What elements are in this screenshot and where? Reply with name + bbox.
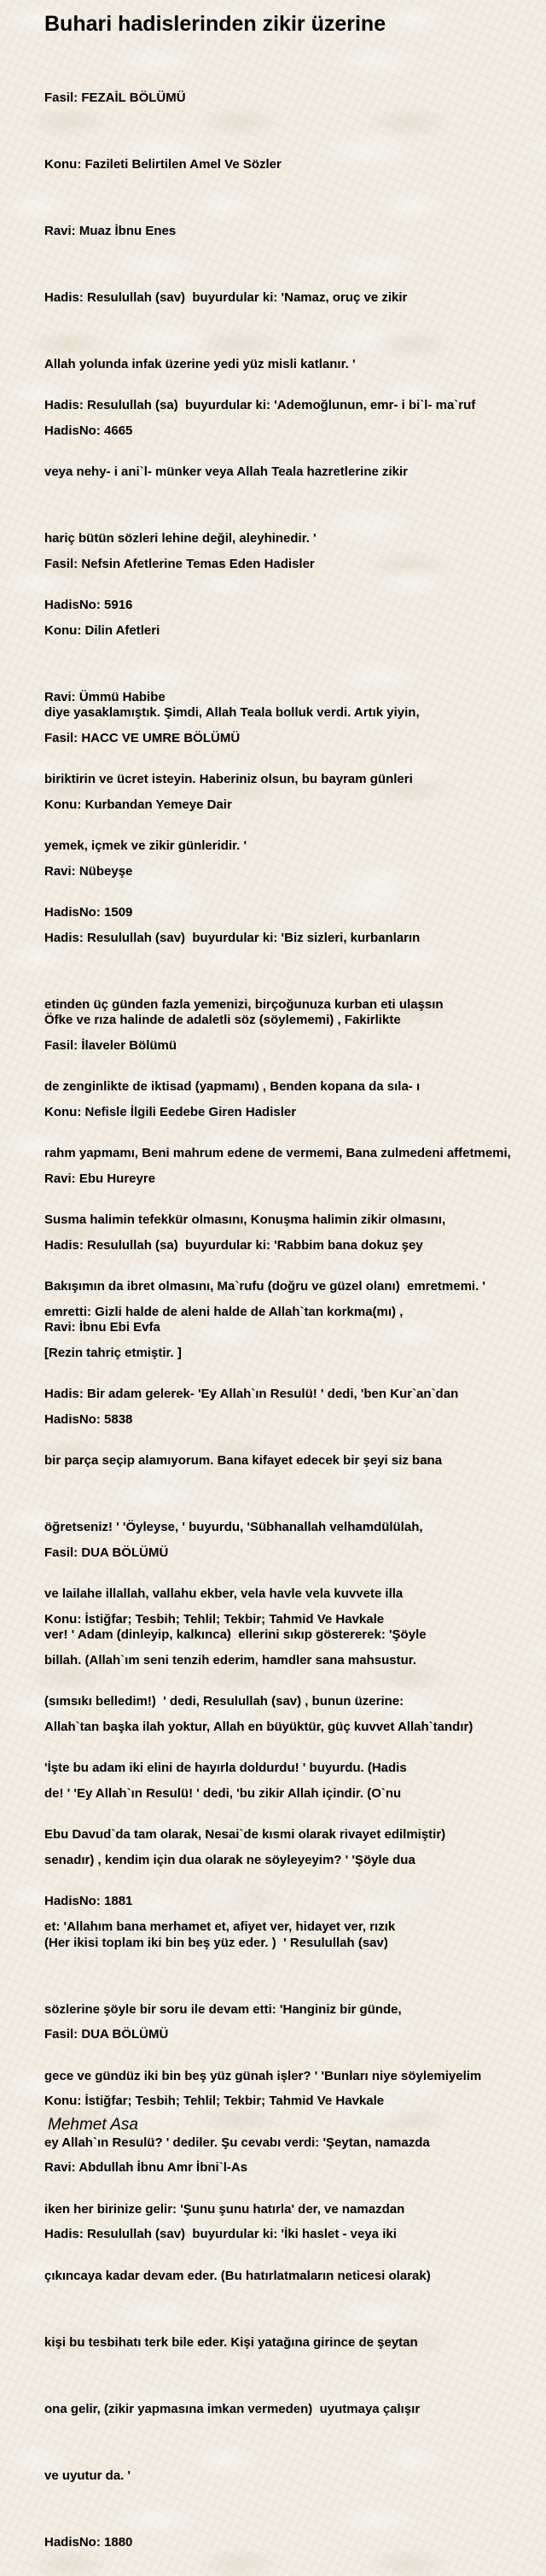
text-line: Konu: İstiğfar; Tesbih; Tehlil; Tekbir; Tahmid Ve Havkale [44, 2094, 385, 2108]
text-line: veya nehy- i ani`l- münker veya Allah Teala hazretlerine zikir [44, 464, 409, 479]
text-line: Konu: İstiğfar; Tesbih; Tehlil; Tekbir; Tahmid Ve Havkale [44, 1612, 385, 1627]
text-line: ey Allah`ın Resulü? ' dediler. Şu cevabı verdi: 'Şeytan, namazda [44, 2135, 430, 2150]
text-line: Bakışımın da ibret olmasını, Ma`rufu (doğru ve güzel olanı) emretmemi. ' [44, 1279, 485, 1294]
text-line: biriktirin ve ücret isteyin. Haberiniz olsun, bu bayram günleri [44, 772, 413, 786]
text-line: senadır) , kendim için dua olarak ne söyleyeyim? ' 'Şöyle dua [44, 1853, 415, 1867]
text-line: [Rezin tahriç etmiştir. ] [44, 1346, 182, 1360]
text-line: öğretseniz! ' 'Öyleyse, ' buyurdu, 'Sübhanallah velhamdülülah, [44, 1520, 423, 1534]
text-line: HadisNo: 5838 [44, 1412, 133, 1427]
text-line: Fasil: DUA BÖLÜMÜ [44, 2027, 169, 2042]
text-line: Hadis: Resulullah (sa) buyurdular ki: 'Ademoğlunun, emr- i bi`l- ma`ruf [44, 398, 476, 412]
text-line: Hadis: Resulullah (sav) buyurdular ki: 'Namaz, oruç ve zikir [44, 290, 408, 305]
text-line: Konu: Nefisle İlgili Eedebe Giren Hadisler [44, 1105, 297, 1119]
text-line: diye yasaklamıştık. Şimdi, Allah Teala bolluk verdi. Artık yiyin, [44, 705, 420, 720]
text-line: rahm yapmamı, Beni mahrum edene de vermemi, Bana zulmedeni affetmemi, [44, 1146, 511, 1160]
text-line: emretti: Gizli halde de aleni halde de Allah`tan korkma(mı) , [44, 1305, 404, 1319]
text-line: Hadis: Resulullah (sa) buyurdular ki: 'Rabbim bana dokuz şey [44, 1238, 423, 1253]
text-line: Ravi: Nübeyşe [44, 864, 133, 879]
text-line: sözlerine şöyle bir soru ile devam etti: 'Hanginiz bir günde, [44, 2002, 402, 2017]
text-line: Allah`tan başka ilah yoktur, Allah en büyüktür, güç kuvvet Allah`tandır) [44, 1720, 473, 1734]
text-line: HadisNo: 1881 [44, 1894, 133, 1908]
text-line: Konu: Fazileti Belirtilen Amel Ve Sözler [44, 157, 282, 172]
text-line: Öfke ve rıza halinde de adaletli söz (söylememi) , Fakirlikte [44, 1013, 401, 1027]
text-line: 'İşte bu adam iki elini de hayırla doldurdu! ' buyurdu. (Hadis [44, 1761, 407, 1775]
text-line: Fasil: DUA BÖLÜMÜ [44, 1545, 169, 1560]
text-line: Ebu Davud`da tam olarak, Nesai`de kısmi olarak rivayet edilmiştir) [44, 1827, 446, 1842]
text-line: hariç bütün sözleri lehine değil, aleyhinedir. ' [44, 531, 317, 546]
text-line: ver! ' Adam (dinleyip, kalkınca) ellerini sıkıp göstererek: 'Şöyle [44, 1627, 427, 1642]
text-line: (Her ikisi toplam iki bin beş yüz eder. ) ' Resulullah (sav) [44, 1936, 388, 1950]
text-line: HadisNo: 5916 [44, 598, 133, 612]
text-line: etinden üç günden fazla yemenizi, birçoğunuza kurban eti ulaşsın [44, 997, 444, 1012]
text-line: Konu: Dilin Afetleri [44, 623, 160, 638]
text-line: Allah yolunda infak üzerine yedi yüz misli katlanır. ' [44, 357, 356, 371]
text-line: (sımsıkı belledim!) ' dedi, Resulullah (sav) , bunun üzerine: [44, 1694, 404, 1709]
text-line: ve lailahe illallah, vallahu ekber, vela havle vela kuvvete illa [44, 1586, 404, 1601]
text-line: Ravi: Abdullah İbnu Amr İbni`l-As [44, 2160, 248, 2175]
text-line: Fasil: HACC VE UMRE BÖLÜMÜ [44, 731, 241, 745]
text-line: HadisNo: 1880 [44, 2535, 133, 2550]
text-line: billah. (Allah`ım seni tenzih ederim, hamdler sana mahsustur. [44, 1653, 416, 1668]
text-line: Hadis: Resulullah (sav) buyurdular ki: 'İki haslet - veya iki [44, 2227, 397, 2241]
text-line: bir parça seçip alamıyorum. Bana kifayet edecek bir şeyi siz bana [44, 1453, 443, 1468]
text-line: Hadis: Resulullah (sav) buyurdular ki: 'Biz sizleri, kurbanların [44, 931, 421, 945]
text-block-7 [44, 1888, 543, 2576]
text-line: et: 'Allahım bana merhamet et, afiyet ver, hidayet ver, rızık [44, 1919, 396, 1934]
text-line: Ravi: İbnu Ebi Evfa [44, 1320, 160, 1335]
text-line: Ravi: Ümmü Habibe [44, 690, 166, 704]
text-line: iken her birinize gelir: 'Şunu şunu hatırla' der, ve namazdan [44, 2202, 405, 2217]
text-line: Ravi: Ebu Hureyre [44, 1171, 156, 1186]
text-line: de zenginlikte de iktisad (yapmamı) , Benden kopana da sıla- ı [44, 1079, 421, 1094]
author-signature: Mehmet Asa [48, 2116, 138, 2134]
text-line: kişi bu tesbihatı terk bile eder. Kişi yatağına girince de şeytan [44, 2335, 418, 2350]
text-line: Fasil: Nefsin Afetlerine Temas Eden Hadisler [44, 557, 315, 571]
text-line: de! ' 'Ey Allah`ın Resulü! ' dedi, 'bu zikir Allah içindir. (O`nu [44, 1786, 402, 1801]
text-line: Hadis: Bir adam gelerek- 'Ey Allah`ın Resulü! ' dedi, 'ben Kur`an`dan [44, 1387, 459, 1401]
text-line: Fasil: İlaveler Bölümü [44, 1038, 177, 1053]
text-line: çıkıncaya kadar devam eder. (Bu hatırlatmaların neticesi olarak) [44, 2269, 431, 2283]
text-line: HadisNo: 1509 [44, 905, 133, 920]
text-line: Ravi: Muaz İbnu Enes [44, 224, 177, 238]
text-line: Konu: Kurbandan Yemeye Dair [44, 797, 232, 812]
text-line: HadisNo: 4665 [44, 423, 133, 438]
page-title: Buhari hadislerinden zikir üzerine [44, 12, 386, 36]
text-line: gece ve gündüz iki bin beş yüz günah işler? ' 'Bunları niye söylemiyelim [44, 2069, 482, 2083]
text-line: yemek, içmek ve zikir günleridir. ' [44, 838, 247, 853]
text-line: Fasil: FEZAİL BÖLÜMÜ [44, 91, 186, 105]
text-line: ve uyutur da. ' [44, 2468, 131, 2483]
text-line: ona gelir, (zikir yapmasına imkan vermeden) uyutmaya çalışır [44, 2402, 421, 2416]
text-line: Susma halimin tefekkür olmasını, Konuşma halimin zikir olmasını, [44, 1212, 446, 1227]
